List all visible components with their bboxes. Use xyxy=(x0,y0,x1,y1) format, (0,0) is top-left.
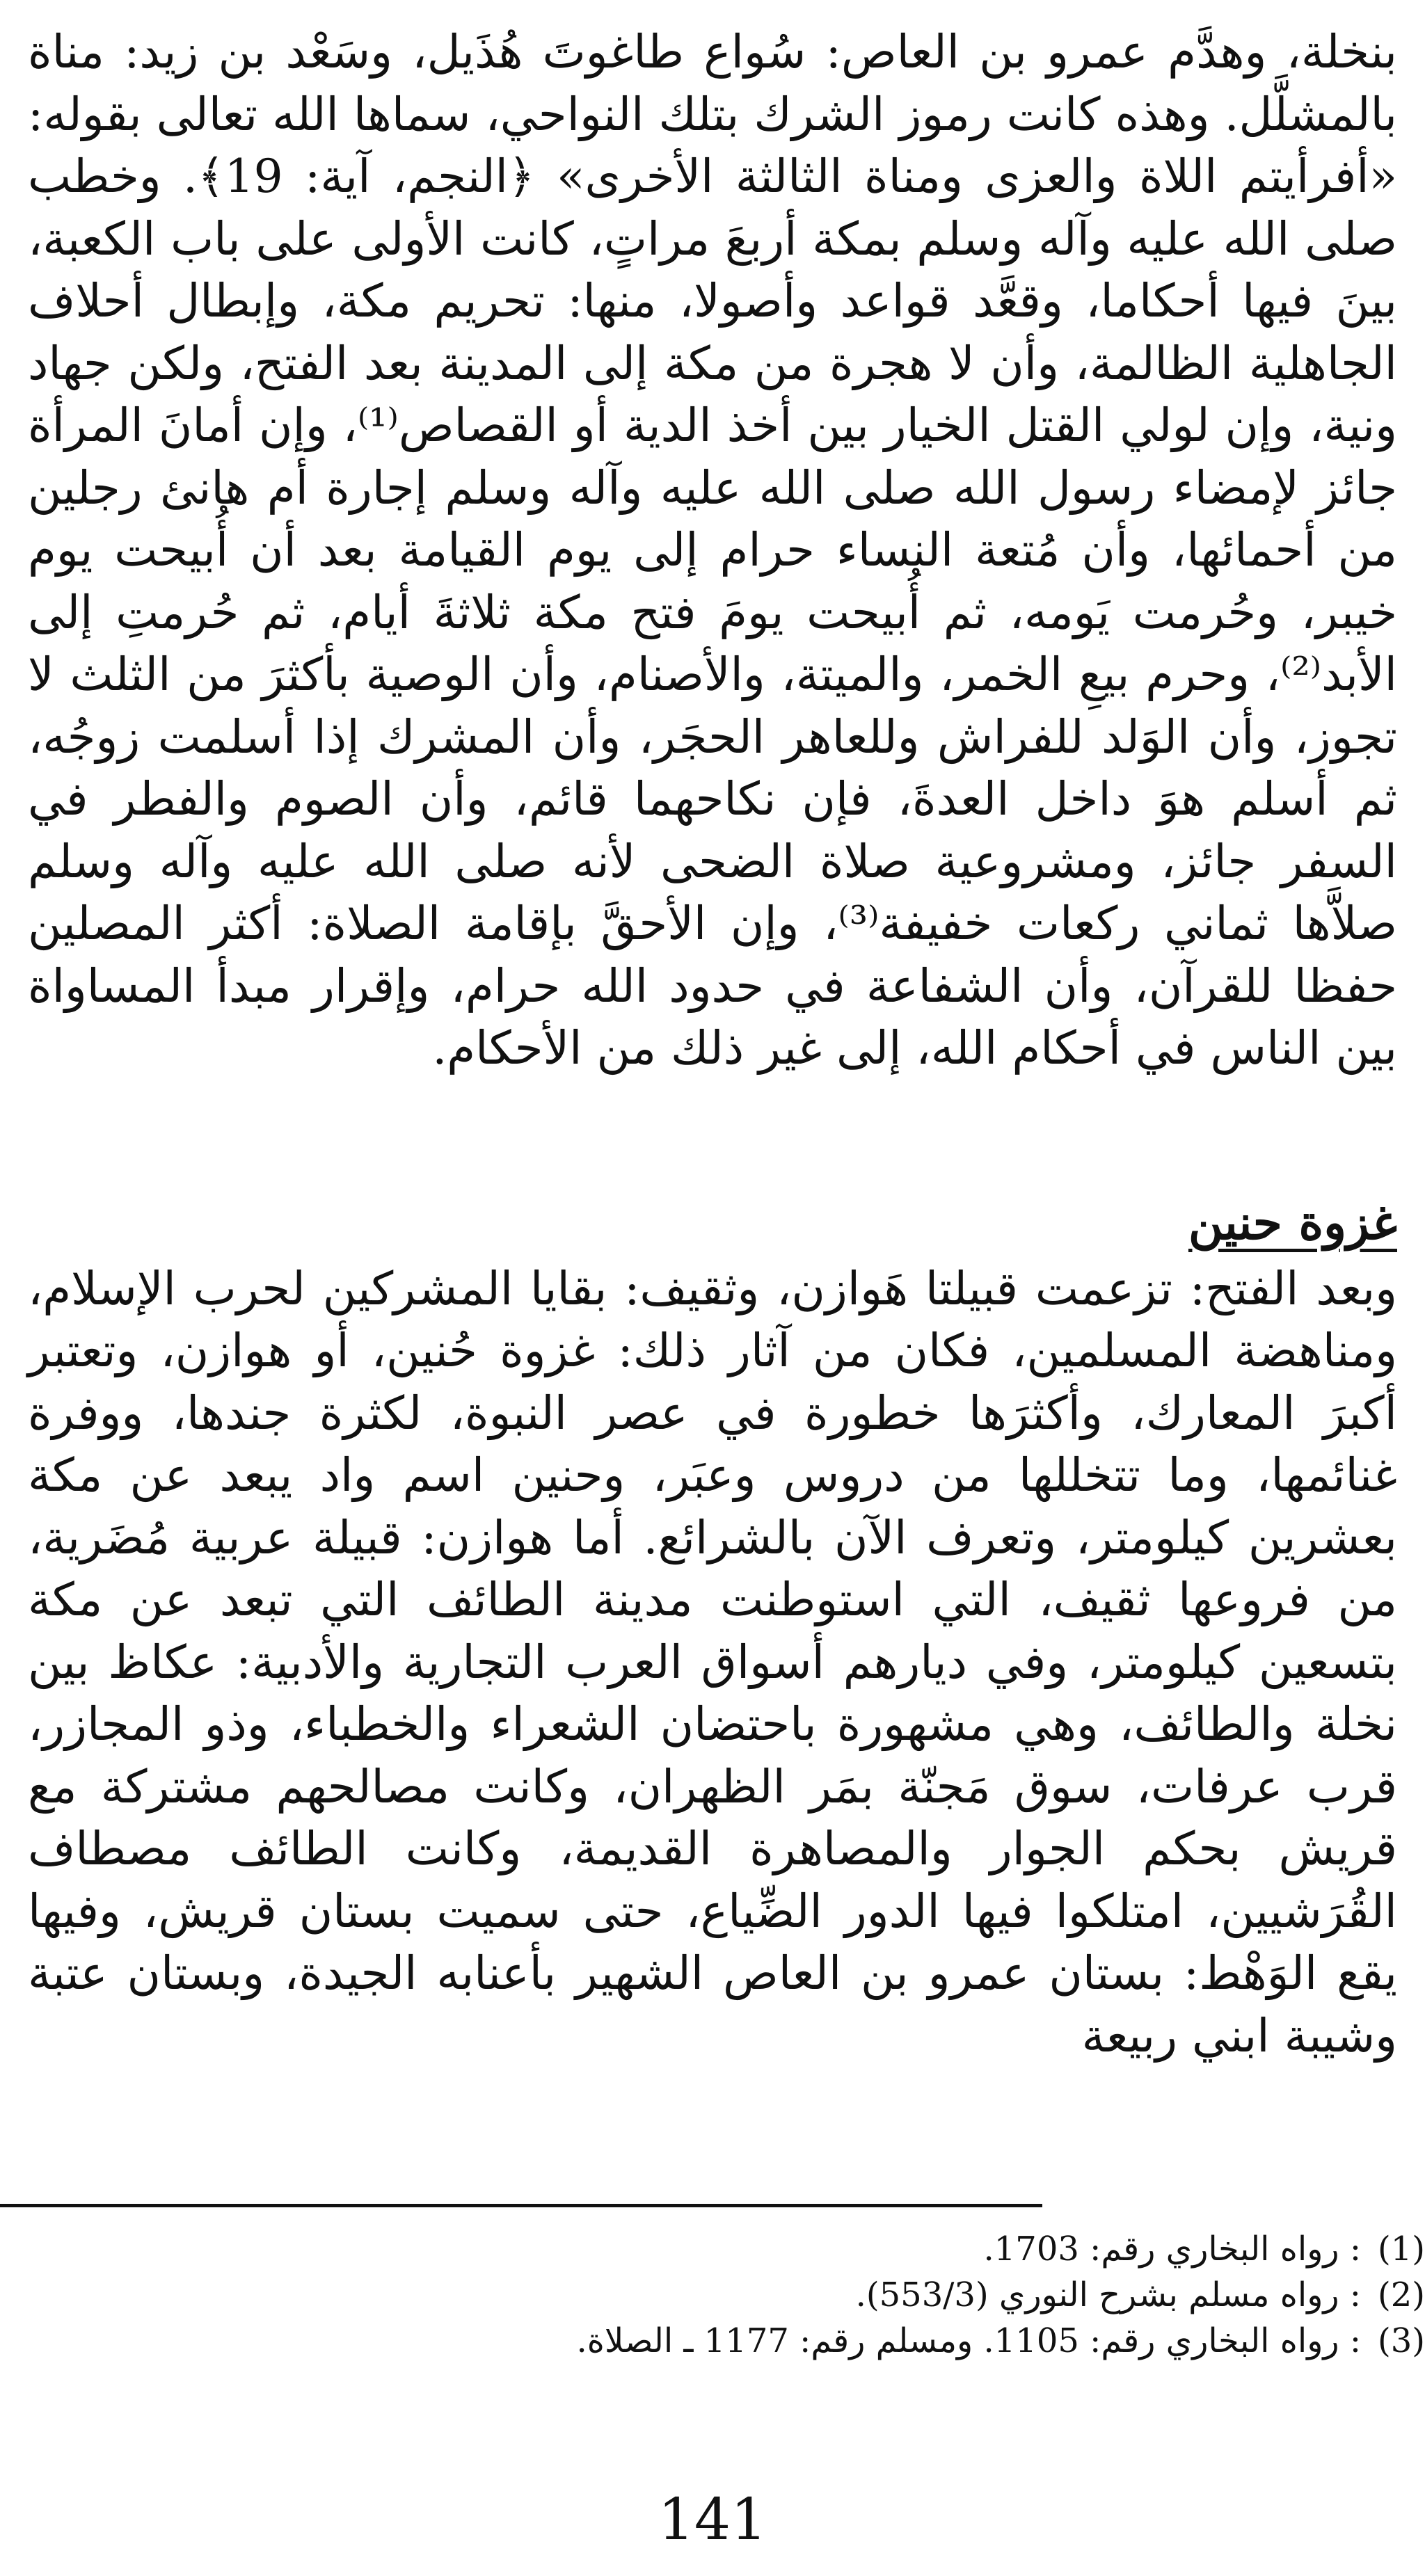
footnote-text: : رواه مسلم بشرح النوري (553/3). xyxy=(855,2275,1361,2314)
page-number: 141 xyxy=(658,2487,767,2553)
section-heading-text: غزوة حنين xyxy=(1188,1194,1397,1251)
section-heading xyxy=(28,1191,1397,1255)
book-page xyxy=(28,21,1397,2555)
footnote-3 xyxy=(56,2318,1425,2364)
footnote-text: : رواه البخاري رقم: 1703. xyxy=(983,2230,1361,2269)
body-paragraph-1: بنخلة، وهدَّم عمرو بن العاص: سُواع طاغوتَ هُذَيل، وسَعْد بن زيد: مناة بالمشلَّل. وهذه كانت رموز الشرك بتلك النواحي، سماها الله تعالى بقوله: «أفرأيتم اللاة والعزى ومناة الثالثة الأخرى» ﴿النجم، آية: 19﴾. وخطب صلى الله عليه وآله وسلم بمكة أربعَ مراتٍ، كانت الأولى على باب الكعبة، بينَ فيها أحكاما، وقعَّد قواعد وأصولا، منها: تحريم مكة، وإبطال أحلاف الجاهلية الظالمة، وأن لا هجرة من مكة إلى المدينة بعد الفتح، ولكن جهاد ونية، وإن لولي القتل الخيار بين أخذ الدية أو القصاص⁽¹⁾، وإن أمانَ المرأة جائز لإمضاء رسول الله صلى الله عليه وآله وسلم إجارة أم هانئ رجلين من أحمائها، وأن مُتعة النساء حرام إلى يوم القيامة بعد أن أُبيحت يوم خيبر، وحُرمت يَومه، ثم أُبيحت يومَ فتح مكة ثلاثةَ أيام، ثم حُرمتِ إلى الأبد⁽²⁾، وحرم بيعِ الخمر، والميتة، والأصنام، وأن الوصية بأكثرَ من الثلث لا تجوز، وأن الوَلد للفراش وللعاهر الحجَر، وأن المشرك إذا أسلمت زوجُه، ثم أسلم هوَ داخل العدةَ، فإن نكاحهما قائم، وأن الصوم والفطر في السفر جائز، ومشروعية صلاة الضحى لأنه صلى الله عليه وآله وسلم صلاَّها ثماني ركعات خفيفة⁽³⁾، وإن الأحقَّ بإقامة الصلاة: أكثر المصلين حفظا للقرآن، وأن الشفاعة في حدود الله حرام، وإقرار مبدأ المساواة بين الناس في أحكام الله، إلى غير ذلك من الأحكام. xyxy=(28,25,1398,1075)
footnote-text: : رواه البخاري رقم: 1105. ومسلم رقم: 1177 ـ الصلاة. xyxy=(576,2321,1361,2360)
footnote-1 xyxy=(56,2226,1425,2272)
body-paragraph-2: وبعد الفتح: تزعمت قبيلتا هَوازن، وثقيف: بقايا المشركين لحرب الإسلام، ومناهضة المسلمين، فكان من آثار ذلك: غزوة حُنين، أو هوازن، وتعتبر أكبرَ المعارك، وأكثرَها خطورة في عصر النبوة، لكثرة جندها، ووفرة غنائمها، وما تتخللها من دروس وعبَر، وحنين اسم واد يبعد عن مكة بعشرين كيلومتر، وتعرف الآن بالشرائع. أما هوازن: قبيلة عربية مُضَرية، من فروعها ثقيف، التي استوطنت مدينة الطائف التي تبعد عن مكة بتسعين كيلومتر، وفي ديارهم أسواق العرب التجارية والأدبية: عكاظ بين نخلة والطائف، وهي مشهورة باحتضان الشعراء والخطباء، وذو المجازر، قرب عرفات، سوق مَجنّة بمَر الظهران، وكانت مصالحهم مشتركة مع قريش بحكم الجوار والمصاهرة القديمة، وكانت الطائف مصطاف القُرَشيين، امتلكوا فيها الدور الضِّياع، حتى سميت بستان قريش، وفيها يقع الوَهْط: بستان عمرو بن العاص الشهير بأعنابه الجيدة، وبستان عتبة وشيبة ابني ربيعة xyxy=(28,1261,1397,2063)
footnote-number: (3) xyxy=(1377,2321,1425,2360)
footnote-number: (2) xyxy=(1377,2275,1425,2314)
footnote-separator xyxy=(0,2204,1042,2207)
footnote-2 xyxy=(56,2272,1425,2318)
footnote-number: (1) xyxy=(1377,2230,1425,2269)
footnotes xyxy=(56,2226,1425,2364)
